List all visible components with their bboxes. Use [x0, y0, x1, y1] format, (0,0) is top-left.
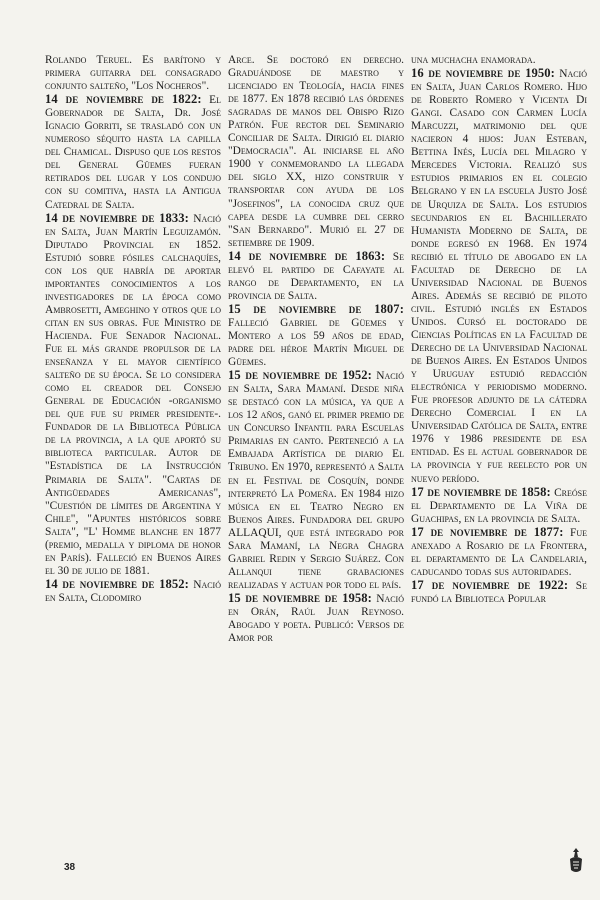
entry-text: Se fundó la Biblioteca Popular [411, 579, 587, 605]
entry [411, 486, 587, 526]
entry-text: Nació en Salta, Juan Carlos Romero. Hijo de Roberto Romero y Vicenta Di Gangi. Casado con Carmen Lucía Marcuzzi, matrimonio del que nacieron 4 hijos: Juan Esteban, Bettina Inés, Lucía del Milagro y Mercedes Victoria. Realizó sus estudios primarios en el colegio Belgrano y en la escuela Justo José de Urquiza de Salta. Los estudios secundarios en el Bachillerato Humanista Moderno de Salta, de donde egresó en 1968. En 1974 recibió el título de abogado en la Facultad de Derecho de la Universidad Nacional de Buenos Aires. Además se recibió de piloto civil. Estudió inglés en Estados Unidos. Cursó el doctorado de Ciencias Políticas en la Facultad de Derecho de la Universidad Nacional de Buenos Aires. En Estados Unidos y Uruguay estudió redacción electrónica y periodismo moderno. Fue profesor adjunto de la cátedra Derecho Comercial I en la Universidad Católica de Salta, entre 1976 y 1986 presidente de esa entidad. Es el actual gobernador de la provincia y fue reelecto por un nuevo período. [411, 68, 587, 485]
entry-text: Creóse el Departamento de La Viña de Guachipas, en la provincia de Salta. [411, 486, 587, 525]
publisher-emblem-icon [566, 846, 586, 876]
entry-date: 14 de noviembre de 1822: [45, 92, 202, 107]
entry-text: Nació en Salta, Juan Martín Leguizamón. Diputado Provincial en 1852. Estudió sobre fósiles calchaquíes, con los que habría de aportar importantes conocimientos a los investigadores de la época como Ambrosetti, Ameghino y otros que lo citan en sus obras. Fue Ministro de Hacienda. Fue Senador Nacional. Fue el más grande propulsor de la enseñanza y el mayor científico salteño de su época. Se lo considera como el creador del Consejo General de Educación -organismo del que fue su primer presidente-. Fundador de la Biblioteca Pública de la provincia, a la que aportó su biblioteca particular. Autor de "Estadística de la Instrucción Primaria de Salta". "Cartas de Antigüedades Americanas", "Cuestión de límites de Argentina y Chile", "Apuntes históricos sobre Salta", "L' Homme blanche en 1877 (premio, medalla y diploma de honor en París). Falleció en Buenos Aires el 30 de julio de 1881. [45, 212, 221, 577]
entry [228, 303, 404, 369]
entry-date: 16 de noviembre de 1950: [411, 66, 555, 81]
page-number: 38 [64, 862, 76, 873]
entry [411, 579, 587, 606]
entry-date: 14 de noviembre de 1852: [45, 576, 189, 591]
text-column-1 [45, 54, 221, 862]
entry [228, 592, 404, 645]
entry [45, 54, 221, 93]
entry-text: Nació en Salta, Sara Mamaní. Desde niña se destacó con la música, ya que a los 12 años, ganó el primer premio de un Concurso Infantil para Escuelas Primarias en canto. Perteneció a la Embajada Artística de diario El Tribuno. En 1970, representó a Salta en el Festival de Cosquín, donde interpretó La Pomeña. En 1984 hizo música en el Teatro Negro en Buenos Aires. Fundadora del grupo ALLAQUI, que está integrado por Sara Mamaní, la Negra Chagra Gabriel Redin y Sergio Suárez. Con Allanqui tiene grabaciones realizadas y actuan por todo el país. [228, 370, 404, 591]
entry-text: una muchacha enamorada. [411, 54, 536, 66]
entry [228, 54, 404, 250]
entry-date: 15 de noviembre de 1958: [228, 590, 372, 605]
entry [45, 578, 221, 605]
entry [228, 250, 404, 303]
entry-text: Se elevó el partido de Cafayate al rango de Departamento, en la provincia de Salta. [228, 250, 404, 302]
entry [228, 369, 404, 592]
entry-text: Fue anexado a Rosario de la Frontera, el departamento de La Candelaria, caducando todas sus autoridades. [411, 526, 587, 578]
entry-date: 17 de noviembre de 1858: [411, 484, 551, 499]
entry-text: Falleció Gabriel de Güemes y Montero a los 59 años de edad, padre del héroe Martín Miguel de Güemes. [228, 316, 404, 369]
entry [45, 93, 221, 211]
text-column-2 [228, 54, 404, 862]
entry [45, 212, 221, 578]
entry-text: Rolando Teruel. Es barítono y primera guitarra del consagrado conjunto salteño, "Los Nocheros". [45, 54, 221, 93]
entry-text: Arce. Se doctoró en derecho. Graduándose de maestro y licenciado en Teología, hacia fines de 1877. En 1878 recibió las órdenes sagradas de manos del Obispo Rizo Patrón. Fue rector del Seminario Conciliar de Salta. Dirigió el diario "Democracia". Al iniciarse el año 1900 y conmemorando la llegada del siglo XX, hizo construir y transportar con ayuda de los "Josefinos", la conocida cruz que capea desde la cumbre del cerro "San Bernardo". Murió el 27 de setiembre de 1909. [228, 54, 404, 249]
entry-text: El Gobernador de Salta, Dr. José Ignacio Gorriti, se trasladó con un numeroso séquito hasta la capilla del Chamical. Dispuso que los restos del General Güemes fueran retirados del lugar y los condujo con su comitiva, hasta la Antigua Catedral de Salta. [45, 94, 221, 211]
entry-date: 14 de noviembre de 1863: [228, 248, 386, 263]
entry [411, 67, 587, 486]
entry [411, 526, 587, 579]
entry-text: Nació en Orán, Raúl Juan Reynoso. Abogado y poeta. Publicó: Versos de Amor por [228, 592, 404, 645]
entry-date: 15 de noviembre de 1807: [228, 301, 404, 316]
entry-date: 15 de noviembre de 1952: [228, 368, 372, 383]
entry-date: 14 de noviembre de 1833: [45, 210, 189, 225]
entry-date: 17 de noviembre de 1877: [411, 524, 564, 539]
text-column-3 [411, 54, 587, 862]
entry-date: 17 de noviembre de 1922: [411, 577, 569, 592]
entry-text: Nació en Salta, Clodomiro [45, 578, 221, 604]
